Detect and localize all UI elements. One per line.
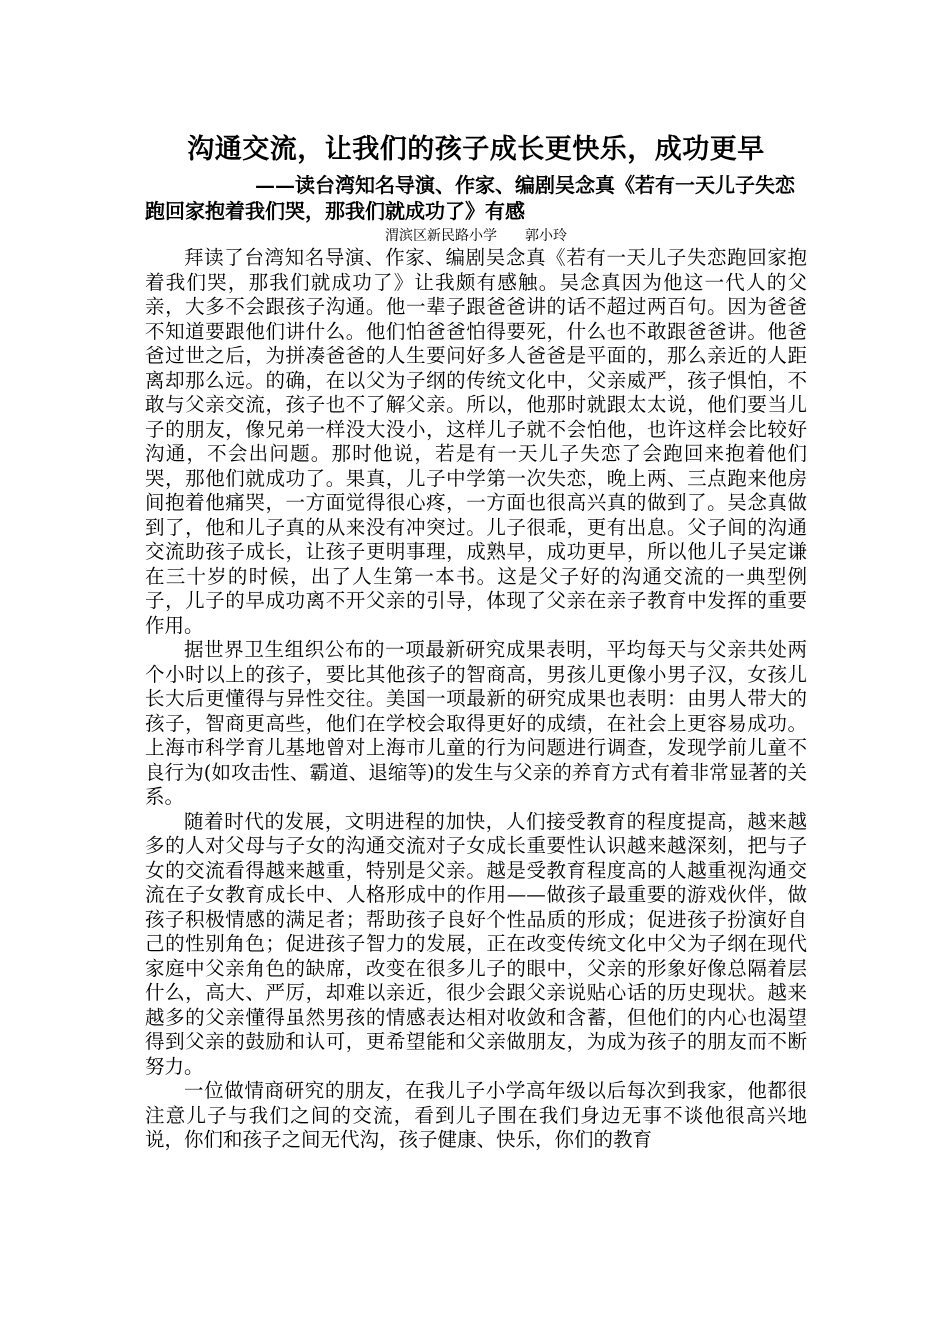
document-page — [145, 128, 807, 1153]
author-line — [145, 226, 807, 246]
paragraph-1: 拜读了台湾知名导演、作家、编剧吴念真《若有一天儿子失恋跑回家抱着我们哭，那我们就成功了》让我颇有感触。吴念真因为他这一代人的父亲，大多不会跟孩子沟通。他一辈子跟爸爸讲的话不超过两百句。因为爸爸不知道要跟他们讲什么。他们怕爸爸怕得要死，什么也不敢跟爸爸讲。他爸爸过世之后，为拼凑爸爸的人生要问好多人爸爸是平面的，那么亲近的人距离却那么远。的确，在以父为子纲的传统文化中，父亲威严，孩子惧怕，不敢与父亲交流，孩子也不了解父亲。所以，他那时就跟太太说，他们要当儿子的朋友，像兄弟一样没大没小，这样儿子就不会怕他，也许这样会比较好沟通，不会出问题。那时他说，若是有一天儿子失恋了会跑回来抱着他们哭，那他们就成功了。果真，儿子中学第一次失恋，晚上两、三点跑来他房间抱着他痛哭，一方面觉得很心疼，一方面也很高兴真的做到了。吴念真做到了，他和儿子真的从来没有冲突过。儿子很乖，更有出息。父子间的沟通交流助孩子成长，让孩子更明事理，成熟早，成功更早，所以他儿子吴定谦在三十岁的时候，出了人生第一本书。这是父子好的沟通交流的一典型例子，儿子的早成功离不开父亲的引导，体现了父亲在亲子教育中发挥的重要作用。 — [145, 246, 807, 637]
author-name: 郭小玲 — [525, 228, 567, 244]
author-school: 渭滨区新民路小学 — [385, 228, 497, 244]
paragraph-2: 据世界卫生组织公布的一项最新研究成果表明，平均每天与父亲共处两个小时以上的孩子，要比其他孩子的智商高，男孩儿更像小男子汉，女孩儿长大后更懂得与异性交往。美国一项最新的研究成果也表明：由男人带大的孩子，智商更高些，他们在学校会取得更好的成绩，在社会上更容易成功。上海市科学育儿基地曾对上海市儿童的行为问题进行调查，发现学前儿童不良行为(如攻击性、霸道、退缩等)的发生与父亲的养育方式有着非常显著的关系。 — [145, 638, 807, 808]
paragraph-4: 一位做情商研究的朋友，在我儿子小学高年级以后每次到我家，他都很注意儿子与我们之间的交流，看到儿子围在我们身边无事不谈他很高兴地说，你们和孩子之间无代沟，孩子健康、快乐，你们的教育 — [145, 1079, 807, 1151]
paragraph-3: 随着时代的发展，文明进程的加快，人们接受教育的程度提高，越来越多的人对父母与子女的沟通交流对子女成长重要性认识越来越深刻，把与子女的交流看得越来越重，特别是父亲。越是受教育程度高的人越重视沟通交流在子女教育成长中、人格形成中的作用——做孩子最重要的游戏伙伴，做孩子积极情感的满足者；帮助孩子良好个性品质的形成；促进孩子扮演好自己的性别角色；促进孩子智力的发展，正在改变传统文化中父为子纲在现代家庭中父亲角色的缺席，改变在很多儿子的眼中，父亲的形象好像总隔着层什么，高大、严厉，却难以亲近，很少会跟父亲说贴心话的历史现状。越来越多的父亲懂得虽然男孩的情感表达相对收敛和含蓄，但他们的内心也渴望得到父亲的鼓励和认可，更希望能和父亲做朋友，为成为孩子的朋友而不断努力。 — [145, 809, 807, 1078]
document-title: 沟通交流，让我们的孩子成长更快乐，成功更早 — [187, 134, 765, 165]
document-subtitle: ——读台湾知名导演、作家、编剧吴念真《若有一天儿子失恋跑回家抱着我们哭，那我们就成功了》有感 — [145, 173, 795, 223]
